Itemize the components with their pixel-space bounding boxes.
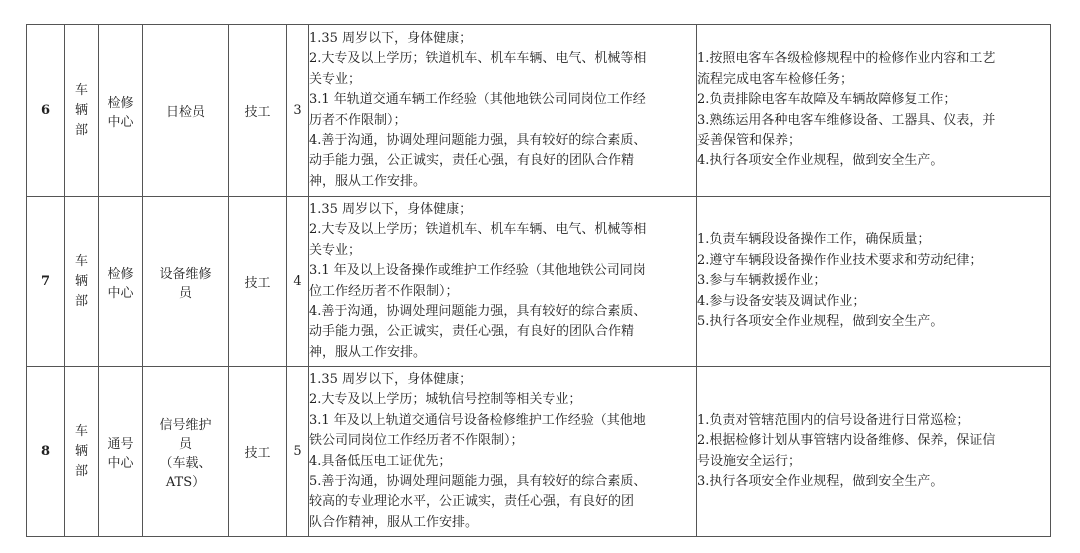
category-cell: 技工 [229, 197, 287, 367]
center-cell-line: 通号 [107, 436, 134, 452]
table-row [27, 197, 1051, 367]
duties-cell-line: 1.负责对管辖范围内的信号设备进行日常巡检； [697, 412, 970, 428]
requirements-cell-line: 队合作精神，服从工作安排。 [309, 514, 479, 530]
requirements-cell-line: 3.1 年及以上轨道交通信号设备检修维护工作经验（其他地 [309, 412, 646, 428]
position-cell [143, 197, 229, 367]
duties-cell-line: 3.参与车辆救援作业； [697, 273, 827, 289]
requirements-cell-line: 较高的专业理论水平，公正诚实，责任心强，有良好的团 [309, 494, 635, 510]
department-cell-line: 部 [74, 122, 88, 138]
position-cell-line: 日检员 [165, 105, 205, 120]
duties-cell [697, 25, 1051, 197]
requirements-cell-line: 铁公司同岗位工作经历者不作限制）； [309, 433, 524, 449]
department-cell-line: 车 [74, 253, 88, 269]
position-cell-line: ATS） [165, 474, 206, 490]
count-cell: 4 [287, 197, 309, 367]
count-cell: 3 [287, 25, 309, 197]
requirements-cell [309, 25, 697, 197]
requirements-cell-line: 动手能力强，公正诚实，责任心强，有良好的团队合作精 [309, 153, 635, 169]
requirements-cell-line: 3.1 年及以上设备操作或维护工作经验（其他地铁公司同岗 [309, 263, 646, 279]
center-cell [99, 197, 143, 367]
department-cell-line: 车 [74, 82, 88, 98]
category-cell: 技工 [229, 367, 287, 537]
position-cell-line: 信号维护 [159, 417, 212, 433]
department-cell-line: 部 [74, 293, 88, 309]
duties-cell-line: 号设施安全运行； [697, 453, 802, 469]
category-cell: 技工 [229, 25, 287, 197]
duties-cell [697, 367, 1051, 537]
requirements-cell-line: 1.35 周岁以下，身体健康； [309, 201, 473, 217]
department-cell-line: 辆 [74, 102, 88, 118]
requirements-cell-line: 4.善于沟通，协调处理问题能力强，具有较好的综合素质、 [309, 132, 647, 148]
requirements-cell-line: 神，服从工作安排。 [309, 173, 427, 189]
position-cell-line: 员 [178, 436, 192, 452]
job-table [26, 24, 1051, 537]
requirements-cell-line: 2.大专及以上学历；城轨信号控制等相关专业； [309, 392, 582, 408]
requirements-cell-line: 关专业； [309, 71, 362, 87]
count-cell: 5 [287, 367, 309, 537]
duties-cell-line: 流程完成电客车检修任务； [697, 71, 854, 87]
duties-cell-line: 2.负责排除电客车故障及车辆故障修复工作； [697, 92, 957, 108]
duties-cell-line: 5.执行各项安全作业规程，做到安全生产。 [697, 314, 944, 330]
requirements-cell-line: 历者不作限制）； [309, 112, 407, 128]
duties-cell [697, 197, 1051, 367]
duties-cell-line: 1.按照电客车各级检修规程中的检修作业内容和工艺 [697, 51, 996, 67]
department-cell-line: 辆 [74, 443, 88, 459]
department-cell-line: 部 [74, 463, 88, 479]
center-cell [99, 25, 143, 197]
duties-cell-line: 3.熟练运用各种电客车维修设备、工器具、仪表，并 [697, 112, 996, 128]
center-cell-line: 中心 [107, 285, 134, 301]
position-cell [143, 25, 229, 197]
center-cell-line: 检修 [107, 266, 134, 282]
duties-cell-line: 1.负责车辆段设备操作工作，确保质量； [697, 232, 931, 248]
duties-cell-line: 3.执行各项安全作业规程，做到安全生产。 [697, 473, 944, 489]
table-row [27, 25, 1051, 197]
duties-cell-line: 4.参与设备安装及调试作业； [697, 293, 866, 309]
row-index: 6 [27, 25, 65, 197]
requirements-cell-line: 4.具备低压电工证优先； [309, 453, 452, 469]
row-index: 7 [27, 197, 65, 367]
center-cell-line: 检修 [107, 95, 134, 111]
duties-cell-line: 妥善保管和保养； [697, 132, 802, 148]
requirements-cell-line: 3.1 年轨道交通车辆工作经验（其他地铁公司同岗位工作经 [309, 92, 646, 108]
requirements-cell-line: 2.大专及以上学历；铁道机车、机车车辆、电气、机械等相 [309, 51, 647, 67]
requirements-cell-line: 4.善于沟通，协调处理问题能力强，具有较好的综合素质、 [309, 303, 647, 319]
center-cell [99, 367, 143, 537]
requirements-cell [309, 367, 697, 537]
requirements-cell [309, 197, 697, 367]
department-cell [65, 197, 99, 367]
requirements-cell-line: 神，服从工作安排。 [309, 344, 427, 360]
duties-cell-line: 2.遵守车辆段设备操作作业技术要求和劳动纪律； [697, 252, 983, 268]
department-cell [65, 25, 99, 197]
table-row [27, 367, 1051, 537]
row-index: 8 [27, 367, 65, 537]
requirements-cell-line: 位工作经历者不作限制）； [309, 283, 459, 299]
center-cell-line: 中心 [107, 114, 134, 130]
requirements-cell-line: 1.35 周岁以下，身体健康； [309, 371, 473, 387]
department-cell-line: 车 [74, 423, 88, 439]
department-cell [65, 367, 99, 537]
duties-cell-line: 2.根据检修计划从事管辖内设备维修、保养，保证信 [697, 433, 996, 449]
position-cell-line: （车载、 [159, 455, 212, 471]
position-cell-line: 员 [178, 285, 192, 301]
requirements-cell-line: 1.35 周岁以下，身体健康； [309, 30, 473, 46]
requirements-cell-line: 2.大专及以上学历；铁道机车、机车车辆、电气、机械等相 [309, 222, 647, 238]
duties-cell-line: 4.执行各项安全作业规程，做到安全生产。 [697, 153, 944, 169]
department-cell-line: 辆 [74, 273, 88, 289]
requirements-cell-line: 动手能力强，公正诚实，责任心强，有良好的团队合作精 [309, 324, 635, 340]
center-cell-line: 中心 [107, 455, 134, 471]
position-cell [143, 367, 229, 537]
position-cell-line: 设备维修 [159, 266, 212, 282]
requirements-cell-line: 5.善于沟通，协调处理问题能力强，具有较好的综合素质、 [309, 473, 647, 489]
requirements-cell-line: 关专业； [309, 242, 362, 258]
